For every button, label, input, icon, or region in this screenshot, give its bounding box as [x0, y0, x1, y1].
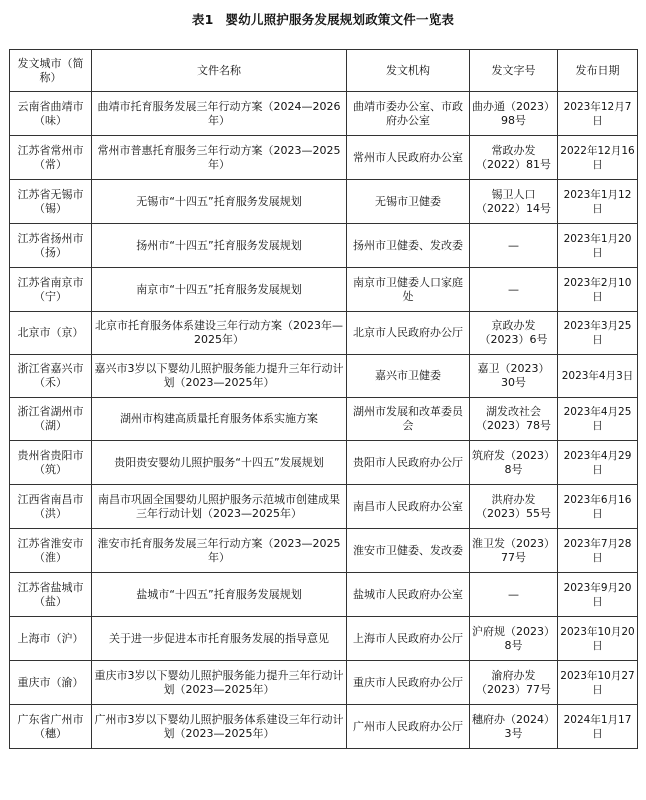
table-caption [0, 10, 646, 28]
cell-file-name: 扬州市“十四五”托育服务发展规划 [92, 224, 347, 268]
cell-file-name: 常州市普惠托育服务三年行动方案（2023—2025年） [92, 136, 347, 180]
cell-file-name: 南京市“十四五”托育服务发展规划 [92, 268, 347, 312]
table-number: 表1 [191, 12, 214, 27]
table-row [10, 617, 638, 661]
cell-publish-date: 2023年12月7日 [558, 92, 638, 136]
cell-publish-date: 2023年6月16日 [558, 485, 638, 529]
cell-publish-date: 2023年4月29日 [558, 441, 638, 485]
cell-file-name: 湖州市构建高质量托育服务体系实施方案 [92, 398, 347, 441]
header-document-number: 发文字号 [470, 50, 558, 92]
cell-city: 江苏省扬州市（扬） [10, 224, 92, 268]
cell-city: 云南省曲靖市（味） [10, 92, 92, 136]
cell-issuing-org: 南京市卫健委人口家庭处 [347, 268, 470, 312]
table-row [10, 92, 638, 136]
header-publish-date: 发布日期 [558, 50, 638, 92]
table-row [10, 224, 638, 268]
table-row [10, 441, 638, 485]
cell-city: 江苏省无锡市（锡） [10, 180, 92, 224]
table-row [10, 268, 638, 312]
cell-file-name: 无锡市“十四五”托育服务发展规划 [92, 180, 347, 224]
cell-document-number: 筑府发（2023）8号 [470, 441, 558, 485]
cell-issuing-org: 南昌市人民政府办公室 [347, 485, 470, 529]
cell-document-number: 嘉卫（2023）30号 [470, 355, 558, 398]
cell-document-number: 渝府办发（2023）77号 [470, 661, 558, 705]
cell-city: 江西省南昌市（洪） [10, 485, 92, 529]
cell-document-number: — [470, 573, 558, 617]
cell-file-name: 重庆市3岁以下婴幼儿照护服务能力提升三年行动计划（2023—2025年） [92, 661, 347, 705]
cell-issuing-org: 盐城市人民政府办公室 [347, 573, 470, 617]
cell-publish-date: 2023年7月28日 [558, 529, 638, 573]
table-title: 婴幼儿照护服务发展规划政策文件一览表 [225, 12, 455, 27]
cell-document-number: 常政办发（2022）81号 [470, 136, 558, 180]
cell-city: 浙江省湖州市（湖） [10, 398, 92, 441]
cell-publish-date: 2023年4月25日 [558, 398, 638, 441]
cell-issuing-org: 曲靖市委办公室、市政府办公室 [347, 92, 470, 136]
cell-publish-date: 2022年12月16日 [558, 136, 638, 180]
table-row [10, 705, 638, 749]
cell-file-name: 盐城市“十四五”托育服务发展规划 [92, 573, 347, 617]
cell-document-number: 淮卫发（2023）77号 [470, 529, 558, 573]
cell-file-name: 曲靖市托育服务发展三年行动方案（2024—2026年） [92, 92, 347, 136]
table-row [10, 573, 638, 617]
cell-document-number: 穗府办（2024）3号 [470, 705, 558, 749]
cell-publish-date: 2023年2月10日 [558, 268, 638, 312]
cell-file-name: 淮安市托育服务发展三年行动方案（2023—2025年） [92, 529, 347, 573]
header-city: 发文城市（简称） [10, 50, 92, 92]
cell-city: 江苏省南京市（宁） [10, 268, 92, 312]
cell-file-name: 广州市3岁以下婴幼儿照护服务体系建设三年行动计划（2023—2025年） [92, 705, 347, 749]
cell-issuing-org: 重庆市人民政府办公厅 [347, 661, 470, 705]
cell-issuing-org: 广州市人民政府办公厅 [347, 705, 470, 749]
table-row [10, 661, 638, 705]
cell-document-number: 沪府规（2023）8号 [470, 617, 558, 661]
cell-issuing-org: 北京市人民政府办公厅 [347, 312, 470, 355]
cell-issuing-org: 嘉兴市卫健委 [347, 355, 470, 398]
cell-publish-date: 2023年4月3日 [558, 355, 638, 398]
cell-issuing-org: 扬州市卫健委、发改委 [347, 224, 470, 268]
cell-document-number: 曲办通（2023）98号 [470, 92, 558, 136]
header-issuing-org: 发文机构 [347, 50, 470, 92]
policy-documents-table [9, 49, 638, 749]
cell-file-name: 北京市托育服务体系建设三年行动方案（2023年—2025年） [92, 312, 347, 355]
cell-document-number: 京政办发（2023）6号 [470, 312, 558, 355]
cell-city: 重庆市（渝） [10, 661, 92, 705]
cell-publish-date: 2023年3月25日 [558, 312, 638, 355]
table-row [10, 485, 638, 529]
table-row [10, 312, 638, 355]
cell-document-number: — [470, 268, 558, 312]
header-file-name: 文件名称 [92, 50, 347, 92]
cell-file-name: 贵阳贵安婴幼儿照护服务“十四五”发展规划 [92, 441, 347, 485]
cell-issuing-org: 淮安市卫健委、发改委 [347, 529, 470, 573]
cell-issuing-org: 上海市人民政府办公厅 [347, 617, 470, 661]
cell-publish-date: 2023年9月20日 [558, 573, 638, 617]
cell-document-number: 湖发改社会（2023）78号 [470, 398, 558, 441]
table-row [10, 136, 638, 180]
table-row [10, 180, 638, 224]
cell-issuing-org: 湖州市发展和改革委员会 [347, 398, 470, 441]
cell-publish-date: 2023年10月20日 [558, 617, 638, 661]
cell-city: 广东省广州市（穗） [10, 705, 92, 749]
cell-publish-date: 2023年1月20日 [558, 224, 638, 268]
cell-document-number: — [470, 224, 558, 268]
cell-file-name: 南昌市巩固全国婴幼儿照护服务示范城市创建成果三年行动计划（2023—2025年） [92, 485, 347, 529]
cell-city: 江苏省盐城市（盐） [10, 573, 92, 617]
cell-document-number: 洪府办发（2023）55号 [470, 485, 558, 529]
cell-file-name: 关于进一步促进本市托育服务发展的指导意见 [92, 617, 347, 661]
cell-publish-date: 2023年10月27日 [558, 661, 638, 705]
table-row [10, 398, 638, 441]
cell-city: 浙江省嘉兴市（禾） [10, 355, 92, 398]
cell-issuing-org: 无锡市卫健委 [347, 180, 470, 224]
cell-document-number: 锡卫人口（2022）14号 [470, 180, 558, 224]
table-header-row [10, 50, 638, 92]
table-row [10, 355, 638, 398]
cell-publish-date: 2024年1月17日 [558, 705, 638, 749]
cell-issuing-org: 贵阳市人民政府办公厅 [347, 441, 470, 485]
table-row [10, 529, 638, 573]
cell-city: 北京市（京） [10, 312, 92, 355]
cell-issuing-org: 常州市人民政府办公室 [347, 136, 470, 180]
cell-city: 上海市（沪） [10, 617, 92, 661]
cell-file-name: 嘉兴市3岁以下婴幼儿照护服务能力提升三年行动计划（2023—2025年） [92, 355, 347, 398]
cell-publish-date: 2023年1月12日 [558, 180, 638, 224]
cell-city: 江苏省淮安市（淮） [10, 529, 92, 573]
cell-city: 江苏省常州市（常） [10, 136, 92, 180]
cell-city: 贵州省贵阳市（筑） [10, 441, 92, 485]
